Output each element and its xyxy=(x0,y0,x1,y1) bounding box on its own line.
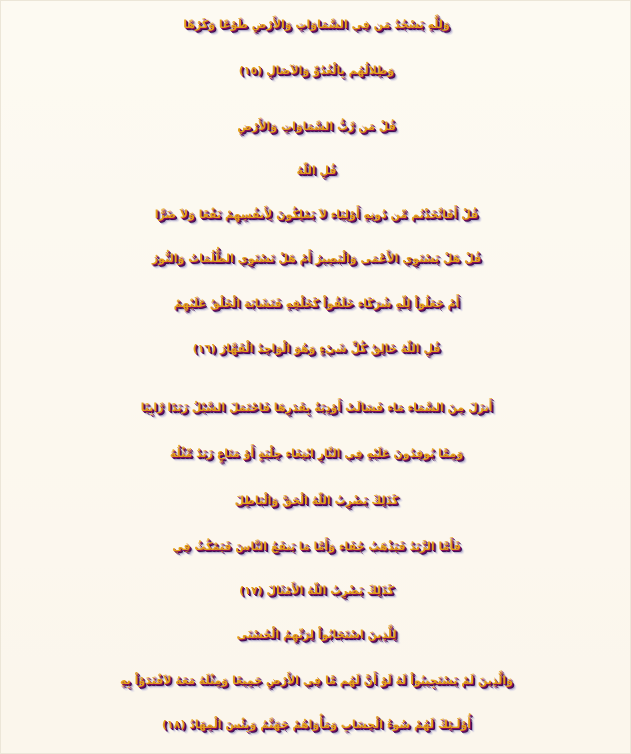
verse-line-12: فَأَمَّا الزَّبَدُ فَيَذْهَبُ جُفَاء وَأَمَّا مَا يَنفَعُ النَّاسَ فَيَمْكُثُ فِي xyxy=(172,540,461,553)
verse-line-13: كَذَلِكَ يَضْرِبُ اللّهُ الأَمْثَالَ (١٧) xyxy=(239,584,394,597)
verse-line-7: أَمْ جَعَلُواْ لِلّهِ شُرَكَاء خَلَقُواْ كَخَلْقِهِ فَتَشَابَهَ الْخَلْقُ عَلَيْهِمْ xyxy=(173,297,460,310)
verse-line-11: كَذَلِكَ يَضْرِبُ اللّهُ الْحَقَّ وَالْبَاطِلَ xyxy=(234,494,399,507)
verse-line-16: أُوْلَـئِكَ لَهُمْ سُوءُ الْحِسَابِ وَمَأْوَاهُمْ جَهَنَّمُ وَبِئْسَ الْمِهَادُ (١٨) xyxy=(161,718,472,731)
verse-line-5: قُلْ أَفَاتَّخَذْتُم مِّن دُونِهِ أَوْلِيَاء لاَ يَمْلِكُونَ لِأَنفُسِهِمْ نَفْعًا وَلاَ ضَرًّا xyxy=(154,208,479,221)
verse-line-14: لِلَّذِينَ اسْتَجَابُواْ لِرَبِّهِمُ الْحُسْنَى xyxy=(236,628,397,641)
verse-line-3: قُلْ مَن رَّبُّ السَّمَاوَاتِ وَالأَرْضِ xyxy=(237,120,396,133)
verse-line-6: قُلْ هَلْ يَسْتَوِي الأَعْمَى وَالْبَصِيرُ أَمْ هَلْ تَسْتَوِي الظُّلُمَاتُ وَالنُّورُ xyxy=(151,252,482,265)
verse-line-2: وَظِلالُهُم بِالْغُدُوِّ وَالآصَالِ (١٥) xyxy=(238,64,395,77)
verse-line-10: وَمِمَّا يُوقِدُونَ عَلَيْهِ فِي النَّارِ ابْتِغَاء حِلْيَةٍ أَوْ مَتَاعٍ زَبَدٌ مِّثْلُهُ xyxy=(169,447,464,460)
verse-line-8: قُلِ اللّهُ خَالِقُ كُلِّ شَيْءٍ وَهُوَ الْوَاحِدُ الْقَهَّارُ (١٦) xyxy=(192,342,441,355)
verse-line-9: أَنزَلَ مِنَ السَّمَاء مَاء فَسَالَتْ أَوْدِيَةٌ بِقَدَرِهَا فَاحْتَمَلَ السَّيْلُ زَبَدًا رَّابِيًا xyxy=(140,401,493,414)
verse-line-4: قُلِ اللّهُ xyxy=(296,164,337,177)
verse-line-15: وَالَّذِينَ لَمْ يَسْتَجِيبُواْ لَهُ لَوْ أَنَّ لَهُم مَّا فِي الأَرْضِ جَمِيعًا وَمِثْلَهُ مَعَهُ لاَفْتَدَوْاْ بِهِ xyxy=(119,674,514,687)
verse-line-1: وَلِلَّهِ يَسْجُدُ مَن فِي السَّمَاوَاتِ وَالأَرْضِ طَوْعًا وَكَرْهًا xyxy=(183,18,450,31)
